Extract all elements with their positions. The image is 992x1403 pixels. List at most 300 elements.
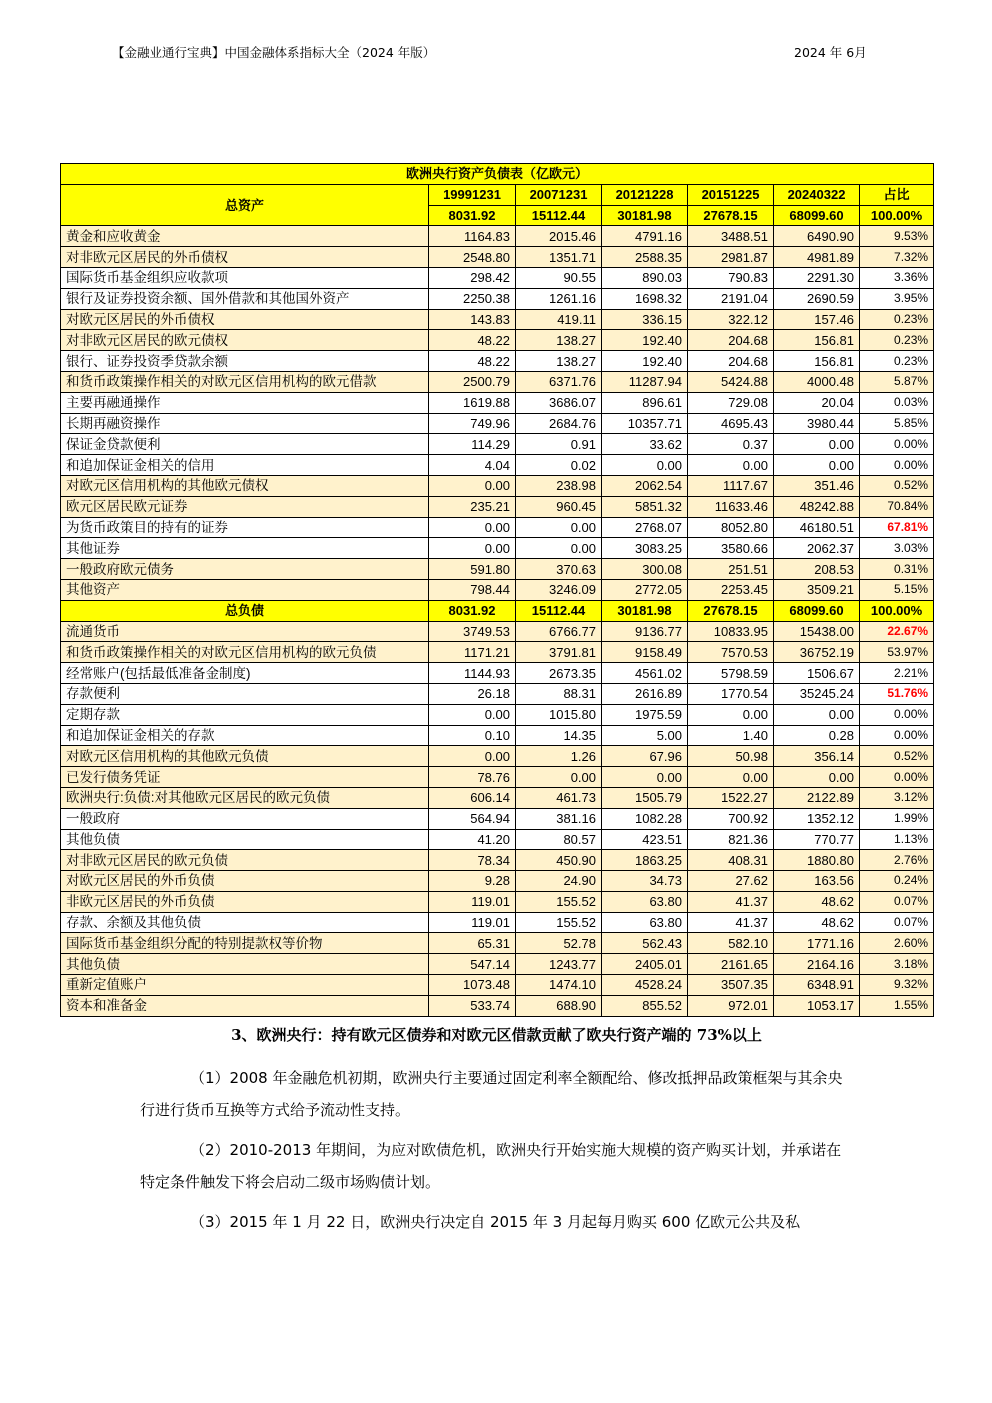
row-value: 48.22 (429, 330, 516, 351)
table-row (61, 579, 934, 600)
row-label: 其他负债 (61, 954, 429, 975)
row-value: 3083.25 (602, 538, 688, 559)
table-row (61, 267, 934, 288)
row-value: 52.78 (516, 933, 602, 954)
row-value: 547.14 (429, 954, 516, 975)
table-row (61, 642, 934, 663)
table-row (61, 392, 934, 413)
row-value: 80.57 (516, 829, 602, 850)
row-value: 0.10 (429, 725, 516, 746)
date-2007: 20071231 (516, 184, 602, 205)
row-value: 2673.35 (516, 663, 602, 684)
total-assets-value: 68099.60 (774, 205, 860, 226)
row-share: 3.12% (860, 787, 934, 808)
row-share: 2.76% (860, 850, 934, 871)
table-title-row (61, 164, 934, 185)
row-share: 0.24% (860, 871, 934, 892)
row-value: 770.77 (774, 829, 860, 850)
paragraph-1: （1）2008 年金融危机初期，欧洲央行主要通过固定利率全额配给、修改抵押品政策框架与其余央行进行货币互换等方式给予流动性支持。 (140, 1069, 843, 1119)
row-label: 和追加保证金相关的存款 (61, 725, 429, 746)
row-value: 204.68 (688, 330, 774, 351)
table-row (61, 683, 934, 704)
row-value: 10833.95 (688, 621, 774, 642)
row-value: 0.00 (429, 538, 516, 559)
row-value: 423.51 (602, 829, 688, 850)
total-liabilities-value: 100.00% (860, 600, 934, 621)
row-value: 48242.88 (774, 496, 860, 517)
row-value: 119.01 (429, 912, 516, 933)
total-liabilities-label: 总负债 (61, 600, 429, 621)
table-row (61, 538, 934, 559)
row-value: 11287.94 (602, 371, 688, 392)
row-share: 5.15% (860, 579, 934, 600)
row-value: 27.62 (688, 871, 774, 892)
row-label: 非欧元区居民的外币负债 (61, 891, 429, 912)
row-value: 3791.81 (516, 642, 602, 663)
table-title: 欧洲央行资产负债表（亿欧元） (61, 164, 934, 185)
row-label: 存款、余额及其他负债 (61, 912, 429, 933)
row-label: 其他证券 (61, 538, 429, 559)
row-value: 298.42 (429, 267, 516, 288)
row-value: 163.56 (774, 871, 860, 892)
paragraph-2: （2）2010-2013 年期间，为应对欧债危机，欧洲央行开始实施大规模的资产购买计划，并承诺在特定条件触发下将会启动二级市场购债计划。 (140, 1141, 842, 1191)
row-value: 2772.05 (602, 579, 688, 600)
row-value: 2062.37 (774, 538, 860, 559)
row-value: 46180.51 (774, 517, 860, 538)
row-value: 1082.28 (602, 808, 688, 829)
row-value: 0.00 (429, 704, 516, 725)
table-row (61, 891, 934, 912)
row-value: 370.63 (516, 559, 602, 580)
row-value: 2161.65 (688, 954, 774, 975)
row-label: 和货币政策操作相关的对欧元区信用机构的欧元借款 (61, 371, 429, 392)
row-value: 41.37 (688, 891, 774, 912)
table-row (61, 787, 934, 808)
row-value: 1243.77 (516, 954, 602, 975)
row-value: 63.80 (602, 912, 688, 933)
row-value: 114.29 (429, 434, 516, 455)
row-value: 5798.59 (688, 663, 774, 684)
row-value: 0.00 (516, 538, 602, 559)
row-value: 63.80 (602, 891, 688, 912)
row-share: 9.32% (860, 975, 934, 996)
row-value: 356.14 (774, 746, 860, 767)
row-value: 533.74 (429, 995, 516, 1016)
row-value: 6371.76 (516, 371, 602, 392)
row-value: 1053.17 (774, 995, 860, 1016)
total-assets-share: 100.00% (860, 205, 934, 226)
row-value: 322.12 (688, 309, 774, 330)
row-share: 0.00% (860, 455, 934, 476)
ecb-balance-sheet-table (60, 163, 934, 1017)
table-row (61, 288, 934, 309)
row-value: 7570.53 (688, 642, 774, 663)
table-row (61, 309, 934, 330)
row-value: 729.08 (688, 392, 774, 413)
total-liabilities-value: 30181.98 (602, 600, 688, 621)
row-value: 896.61 (602, 392, 688, 413)
row-value: 235.21 (429, 496, 516, 517)
row-value: 48.22 (429, 351, 516, 372)
row-share: 7.32% (860, 247, 934, 268)
row-label: 对欧元区居民的外币负债 (61, 871, 429, 892)
total-assets-value: 30181.98 (602, 205, 688, 226)
row-value: 0.00 (516, 517, 602, 538)
row-value: 1506.67 (774, 663, 860, 684)
row-value: 798.44 (429, 579, 516, 600)
row-value: 50.98 (688, 746, 774, 767)
row-value: 0.02 (516, 455, 602, 476)
row-value: 564.94 (429, 808, 516, 829)
row-value: 2684.76 (516, 413, 602, 434)
row-value: 143.83 (429, 309, 516, 330)
row-value: 90.55 (516, 267, 602, 288)
row-value: 0.28 (774, 725, 860, 746)
row-value: 9136.77 (602, 621, 688, 642)
row-share: 0.07% (860, 912, 934, 933)
header-doc-title: 【金融业通行宝典】中国金融体系指标大全（2024 年版） (112, 45, 436, 60)
row-value: 157.46 (774, 309, 860, 330)
row-label: 其他负债 (61, 829, 429, 850)
row-value: 4695.43 (688, 413, 774, 434)
table-row (61, 954, 934, 975)
row-value: 204.68 (688, 351, 774, 372)
row-value: 156.81 (774, 351, 860, 372)
row-value: 3507.35 (688, 975, 774, 996)
total-liabilities-row (61, 600, 934, 621)
row-value: 0.00 (688, 767, 774, 788)
table-row (61, 226, 934, 247)
row-share: 0.00% (860, 434, 934, 455)
row-share: 53.97% (860, 642, 934, 663)
row-value: 1.40 (688, 725, 774, 746)
row-value: 192.40 (602, 351, 688, 372)
row-value: 15438.00 (774, 621, 860, 642)
row-value: 78.34 (429, 850, 516, 871)
row-value: 3509.21 (774, 579, 860, 600)
row-value: 972.01 (688, 995, 774, 1016)
row-value: 2062.54 (602, 475, 688, 496)
table-row (61, 829, 934, 850)
row-label: 重新定值账户 (61, 975, 429, 996)
row-value: 700.92 (688, 808, 774, 829)
row-value: 4981.89 (774, 247, 860, 268)
row-share: 9.53% (860, 226, 934, 247)
row-value: 10357.71 (602, 413, 688, 434)
paragraph-3: （3）2015 年 1 月 22 日，欧洲央行决定自 2015 年 3 月起每月购买 600 亿欧元公共及私 (190, 1213, 801, 1231)
row-value: 2164.16 (774, 954, 860, 975)
row-value: 2616.89 (602, 683, 688, 704)
date-2024: 20240322 (774, 184, 860, 205)
row-value: 2690.59 (774, 288, 860, 309)
row-label: 欧元区居民欧元证券 (61, 496, 429, 517)
table-row (61, 351, 934, 372)
table-row (61, 413, 934, 434)
row-value: 4.04 (429, 455, 516, 476)
row-value: 450.90 (516, 850, 602, 871)
row-label: 资本和准备金 (61, 995, 429, 1016)
row-value: 33.62 (602, 434, 688, 455)
total-liabilities-value: 27678.15 (688, 600, 774, 621)
row-value: 606.14 (429, 787, 516, 808)
row-value: 2291.30 (774, 267, 860, 288)
row-share: 67.81% (860, 517, 934, 538)
row-value: 1144.93 (429, 663, 516, 684)
total-assets-value: 27678.15 (688, 205, 774, 226)
row-label: 欧洲央行:负债:对其他欧元区居民的欧元负债 (61, 787, 429, 808)
row-label: 流通货币 (61, 621, 429, 642)
row-value: 3749.53 (429, 621, 516, 642)
row-value: 119.01 (429, 891, 516, 912)
table-row (61, 517, 934, 538)
row-value: 65.31 (429, 933, 516, 954)
row-value: 562.43 (602, 933, 688, 954)
row-value: 1522.27 (688, 787, 774, 808)
row-value: 155.52 (516, 891, 602, 912)
row-value: 461.73 (516, 787, 602, 808)
row-value: 2405.01 (602, 954, 688, 975)
total-liabilities-value: 8031.92 (429, 600, 516, 621)
row-share: 70.84% (860, 496, 934, 517)
row-share: 0.07% (860, 891, 934, 912)
row-label: 主要再融通操作 (61, 392, 429, 413)
row-value: 35245.24 (774, 683, 860, 704)
row-value: 2015.46 (516, 226, 602, 247)
row-value: 3980.44 (774, 413, 860, 434)
row-label: 其他资产 (61, 579, 429, 600)
row-share: 0.00% (860, 725, 934, 746)
row-value: 790.83 (688, 267, 774, 288)
total-assets-label: 总资产 (61, 184, 429, 226)
row-value: 2191.04 (688, 288, 774, 309)
row-value: 26.18 (429, 683, 516, 704)
row-label: 黄金和应收黄金 (61, 226, 429, 247)
row-value: 192.40 (602, 330, 688, 351)
table-row (61, 455, 934, 476)
row-value: 1352.12 (774, 808, 860, 829)
row-value: 2250.38 (429, 288, 516, 309)
table-row (61, 247, 934, 268)
row-value: 1863.25 (602, 850, 688, 871)
row-value: 3580.66 (688, 538, 774, 559)
row-value: 1261.16 (516, 288, 602, 309)
row-share: 0.00% (860, 767, 934, 788)
row-value: 88.31 (516, 683, 602, 704)
date-1999: 19991231 (429, 184, 516, 205)
row-value: 2768.07 (602, 517, 688, 538)
row-value: 5.00 (602, 725, 688, 746)
row-label: 国际货币基金组织应收款项 (61, 267, 429, 288)
row-label: 对欧元区信用机构的其他欧元负债 (61, 746, 429, 767)
row-value: 1770.54 (688, 683, 774, 704)
row-label: 保证金贷款便利 (61, 434, 429, 455)
row-share: 3.03% (860, 538, 934, 559)
row-label: 银行及证券投资余额、国外借款和其他国外资产 (61, 288, 429, 309)
row-label: 对非欧元区居民的外币债权 (61, 247, 429, 268)
row-value: 3686.07 (516, 392, 602, 413)
row-value: 8052.80 (688, 517, 774, 538)
row-value: 300.08 (602, 559, 688, 580)
row-value: 0.00 (429, 746, 516, 767)
row-value: 41.20 (429, 829, 516, 850)
row-value: 0.00 (774, 455, 860, 476)
row-value: 408.31 (688, 850, 774, 871)
row-label: 对欧元区居民的外币债权 (61, 309, 429, 330)
row-value: 582.10 (688, 933, 774, 954)
row-value: 0.00 (602, 767, 688, 788)
table-row (61, 767, 934, 788)
row-label: 对非欧元区居民的欧元负债 (61, 850, 429, 871)
row-share: 2.21% (860, 663, 934, 684)
row-label: 长期再融资操作 (61, 413, 429, 434)
row-label: 和追加保证金相关的信用 (61, 455, 429, 476)
row-value: 0.00 (688, 455, 774, 476)
row-label: 银行、证券投资季贷款余额 (61, 351, 429, 372)
row-label: 已发行债务凭证 (61, 767, 429, 788)
row-value: 5424.88 (688, 371, 774, 392)
row-label: 对非欧元区居民的欧元债权 (61, 330, 429, 351)
row-share: 5.87% (860, 371, 934, 392)
row-value: 0.00 (774, 434, 860, 455)
row-value: 0.00 (774, 704, 860, 725)
row-value: 1015.80 (516, 704, 602, 725)
row-value: 0.00 (516, 767, 602, 788)
table-row (61, 434, 934, 455)
row-value: 0.37 (688, 434, 774, 455)
table-row (61, 912, 934, 933)
row-label: 经常账户(包括最低准备金制度) (61, 663, 429, 684)
row-share: 2.60% (860, 933, 934, 954)
row-value: 960.45 (516, 496, 602, 517)
row-value: 381.16 (516, 808, 602, 829)
row-label: 对欧元区信用机构的其他欧元债权 (61, 475, 429, 496)
row-value: 1619.88 (429, 392, 516, 413)
row-share: 0.52% (860, 746, 934, 767)
row-value: 419.11 (516, 309, 602, 330)
row-label: 为货币政策目的持有的证券 (61, 517, 429, 538)
row-value: 41.37 (688, 912, 774, 933)
row-value: 156.81 (774, 330, 860, 351)
row-share: 0.00% (860, 704, 934, 725)
row-share: 0.23% (860, 330, 934, 351)
row-value: 138.27 (516, 351, 602, 372)
row-value: 20.04 (774, 392, 860, 413)
row-value: 0.91 (516, 434, 602, 455)
row-label: 一般政府 (61, 808, 429, 829)
row-value: 36752.19 (774, 642, 860, 663)
row-share: 22.67% (860, 621, 934, 642)
row-value: 1073.48 (429, 975, 516, 996)
row-value: 4791.16 (602, 226, 688, 247)
row-value: 48.62 (774, 912, 860, 933)
row-value: 11633.46 (688, 496, 774, 517)
row-value: 1474.10 (516, 975, 602, 996)
row-value: 2981.87 (688, 247, 774, 268)
row-value: 238.98 (516, 475, 602, 496)
row-value: 4528.24 (602, 975, 688, 996)
row-value: 9158.49 (602, 642, 688, 663)
row-value: 1771.16 (774, 933, 860, 954)
row-value: 1.26 (516, 746, 602, 767)
row-value: 6348.91 (774, 975, 860, 996)
row-value: 1351.71 (516, 247, 602, 268)
row-value: 1975.59 (602, 704, 688, 725)
row-share: 0.52% (860, 475, 934, 496)
row-value: 48.62 (774, 891, 860, 912)
row-value: 6490.90 (774, 226, 860, 247)
row-value: 0.00 (429, 475, 516, 496)
table-row (61, 496, 934, 517)
row-value: 34.73 (602, 871, 688, 892)
row-share: 1.13% (860, 829, 934, 850)
table-row (61, 330, 934, 351)
row-value: 821.36 (688, 829, 774, 850)
row-value: 1880.80 (774, 850, 860, 871)
row-share: 51.76% (860, 683, 934, 704)
row-value: 0.00 (774, 767, 860, 788)
row-value: 6766.77 (516, 621, 602, 642)
row-share: 3.95% (860, 288, 934, 309)
total-liabilities-value: 15112.44 (516, 600, 602, 621)
row-value: 3246.09 (516, 579, 602, 600)
row-label: 一般政府欧元债务 (61, 559, 429, 580)
table-row (61, 808, 934, 829)
row-value: 4000.48 (774, 371, 860, 392)
row-value: 1698.32 (602, 288, 688, 309)
table-row (61, 475, 934, 496)
table-row (61, 746, 934, 767)
total-assets-value: 8031.92 (429, 205, 516, 226)
row-value: 1171.21 (429, 642, 516, 663)
row-share: 0.03% (860, 392, 934, 413)
row-value: 24.90 (516, 871, 602, 892)
row-value: 3488.51 (688, 226, 774, 247)
date-header-row (61, 184, 934, 205)
row-share: 0.23% (860, 309, 934, 330)
row-value: 67.96 (602, 746, 688, 767)
date-2012: 20121228 (602, 184, 688, 205)
table-row (61, 704, 934, 725)
row-share: 0.23% (860, 351, 934, 372)
row-value: 9.28 (429, 871, 516, 892)
table-row (61, 871, 934, 892)
row-value: 0.00 (602, 455, 688, 476)
row-label: 存款便利 (61, 683, 429, 704)
table-row (61, 933, 934, 954)
date-2015: 20151225 (688, 184, 774, 205)
row-value: 5851.32 (602, 496, 688, 517)
row-value: 591.80 (429, 559, 516, 580)
table-row (61, 995, 934, 1016)
row-value: 155.52 (516, 912, 602, 933)
row-share: 1.55% (860, 995, 934, 1016)
row-value: 890.03 (602, 267, 688, 288)
row-value: 351.46 (774, 475, 860, 496)
row-share: 1.99% (860, 808, 934, 829)
row-value: 78.76 (429, 767, 516, 788)
row-label: 定期存款 (61, 704, 429, 725)
share-label: 占比 (860, 184, 934, 205)
row-value: 749.96 (429, 413, 516, 434)
row-value: 336.15 (602, 309, 688, 330)
row-value: 2548.80 (429, 247, 516, 268)
row-value: 1164.83 (429, 226, 516, 247)
row-share: 3.18% (860, 954, 934, 975)
table-row (61, 975, 934, 996)
header-date: 2024 年 6月 (794, 45, 867, 60)
row-label: 国际货币基金组织分配的特别提款权等价物 (61, 933, 429, 954)
row-value: 1505.79 (602, 787, 688, 808)
